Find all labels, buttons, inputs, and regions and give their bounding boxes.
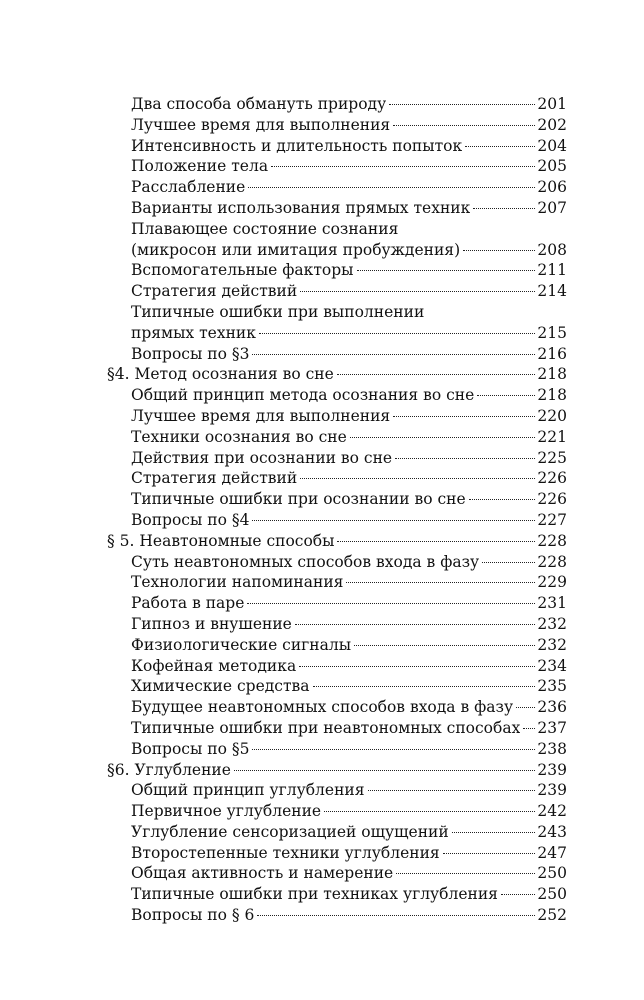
toc-entry-title: Типичные ошибки при техниках углубления: [131, 885, 498, 904]
toc-entry-title: Вопросы по §5: [131, 739, 250, 758]
toc-page-number: 232: [537, 635, 567, 654]
toc-entry-title: Положение тела: [131, 157, 269, 176]
toc-entry-title: Действия при осознании во сне: [131, 448, 393, 467]
toc-entry: [107, 635, 567, 656]
toc-page-number: 214: [537, 282, 567, 301]
toc-page-number: 218: [537, 386, 567, 405]
toc-entry: [107, 219, 567, 261]
toc-entry-title: Будущее неавтономных способов входа в фазу: [131, 698, 514, 717]
dot-leader: [357, 270, 536, 271]
toc-entry-title: Работа в паре: [131, 594, 245, 613]
toc-page-number: 228: [537, 531, 567, 550]
toc-entry-title: Суть неавтономных способов входа в фазу: [131, 552, 480, 571]
toc-entry: [107, 406, 567, 427]
toc-entry: [107, 593, 567, 614]
toc-page-number: 252: [537, 906, 567, 925]
dot-leader: [346, 582, 535, 583]
toc-page-number: 250: [537, 864, 567, 883]
toc-entry-line2: [131, 323, 567, 344]
toc-entry-line2: [131, 240, 567, 261]
toc-entry: [107, 801, 567, 822]
toc-entry-title: Два способа обмануть природу: [131, 95, 387, 113]
toc-entry-title: Физиологические сигналы: [131, 635, 352, 654]
dot-leader: [324, 811, 535, 812]
dot-leader: [257, 915, 535, 916]
dot-leader: [501, 894, 535, 895]
toc-entry-title: Общий принцип углубления: [131, 781, 365, 800]
dot-leader: [234, 770, 535, 771]
toc-entry: [107, 656, 567, 677]
toc-page-number: 216: [537, 344, 567, 363]
toc-entry: [107, 843, 567, 864]
toc-entry-title: Вопросы по §3: [131, 344, 250, 363]
toc-entry-title: Лучшее время для выполнения: [131, 115, 391, 134]
toc-entry: [107, 260, 567, 281]
dot-leader: [477, 395, 535, 396]
toc-page-number: 231: [537, 594, 567, 613]
toc-page-number: 202: [537, 115, 567, 134]
toc-page-number: 232: [537, 614, 567, 633]
dot-leader: [469, 499, 536, 500]
dot-leader: [482, 562, 535, 563]
toc-entry-title: Расслабление: [131, 178, 246, 197]
toc-page-number: 221: [537, 427, 567, 446]
toc-entry: [107, 177, 567, 198]
toc-entry: [107, 94, 567, 115]
toc-entry-title: Второстепенные техники углубления: [131, 843, 440, 862]
toc-entry: [107, 510, 567, 531]
toc-entry: [107, 905, 567, 926]
dot-leader: [252, 354, 535, 355]
toc-entry: [107, 718, 567, 739]
toc-entry: [107, 156, 567, 177]
toc-page-number: 236: [537, 698, 567, 717]
toc-page-number: 239: [537, 781, 567, 800]
toc-entry: [107, 676, 567, 697]
dot-leader: [452, 832, 536, 833]
toc-entry: [107, 448, 567, 469]
dot-leader: [393, 416, 535, 417]
toc-entry-title: Лучшее время для выполнения: [131, 406, 391, 425]
dot-leader: [271, 166, 535, 167]
toc-entry-title: Кофейная методика: [131, 656, 297, 675]
toc-entry-title: § 5. Неавтономные способы: [107, 531, 335, 550]
toc-entry: [107, 552, 567, 573]
toc-page-number: 218: [537, 365, 567, 384]
toc-entry: [107, 136, 567, 157]
toc-entry: [107, 427, 567, 448]
toc-entry: [107, 468, 567, 489]
toc-page-number: 247: [537, 843, 567, 862]
toc-section-entry: [107, 364, 567, 385]
toc-page-number: 234: [537, 656, 567, 675]
toc-entry-title-line2: (микросон или имитация пробуждения): [131, 240, 461, 259]
dot-leader: [300, 478, 535, 479]
dot-leader: [463, 250, 535, 251]
toc-entry: [107, 385, 567, 406]
toc-entry: [107, 198, 567, 219]
toc-entry: [107, 884, 567, 905]
toc-page-number: 220: [537, 406, 567, 425]
toc-page-number: 239: [537, 760, 567, 779]
toc-section-entry: [107, 760, 567, 781]
dot-leader: [465, 146, 535, 147]
dot-leader: [337, 374, 536, 375]
dot-leader: [389, 104, 535, 105]
dot-leader: [313, 686, 536, 687]
toc-entry: [107, 614, 567, 635]
toc-page-number: 204: [537, 136, 567, 155]
toc-entry-title: Варианты использования прямых техник: [131, 198, 471, 217]
dot-leader: [252, 749, 535, 750]
toc-entry: [107, 863, 567, 884]
toc-entry-title: Типичные ошибки при осознании во сне: [131, 490, 466, 509]
toc-page-number: 238: [537, 739, 567, 758]
toc-page-number: 235: [537, 677, 567, 696]
toc-entry: [107, 302, 567, 344]
toc-page-number: 237: [537, 718, 567, 737]
table-of-contents: [107, 94, 567, 926]
toc-entry-title: Вспомогательные факторы: [131, 261, 354, 280]
dot-leader: [300, 291, 535, 292]
toc-entry-title-line2: прямых техник: [131, 323, 256, 342]
dot-leader: [396, 873, 535, 874]
toc-page-number: 228: [537, 552, 567, 571]
dot-leader: [354, 645, 535, 646]
toc-entry-title: Технологии напоминания: [131, 573, 344, 592]
toc-page-number: 242: [537, 802, 567, 821]
dot-leader: [337, 541, 535, 542]
dot-leader: [252, 520, 535, 521]
dot-leader: [393, 125, 535, 126]
toc-entry: [107, 281, 567, 302]
dot-leader: [473, 208, 535, 209]
dot-leader: [350, 437, 536, 438]
toc-page-number: 225: [537, 448, 567, 467]
toc-entry: [107, 489, 567, 510]
toc-page-number: 227: [537, 510, 567, 529]
toc-entry: [107, 115, 567, 136]
toc-entry-title: Интенсивность и длительность попыток: [131, 136, 463, 155]
dot-leader: [443, 853, 536, 854]
toc-entry-title-line1: Плавающее состояние сознания: [131, 219, 399, 238]
toc-entry-title: Гипноз и внушение: [131, 614, 292, 633]
toc-entry-title: Вопросы по §4: [131, 510, 250, 529]
dot-leader: [523, 728, 535, 729]
toc-entry: [107, 780, 567, 801]
toc-entry-title: §4. Метод осознания во сне: [107, 365, 334, 384]
dot-leader: [248, 187, 535, 188]
toc-entry-title: §6. Углубление: [107, 760, 231, 779]
dot-leader: [516, 707, 535, 708]
dot-leader: [299, 666, 535, 667]
toc-entry: [107, 822, 567, 843]
dot-leader: [295, 624, 536, 625]
dot-leader: [395, 458, 535, 459]
toc-page-number: 205: [537, 157, 567, 176]
toc-entry-title: Первичное углубление: [131, 802, 322, 821]
toc-entry-title: Стратегия действий: [131, 282, 298, 301]
dot-leader: [368, 790, 536, 791]
toc-page-number: 211: [537, 261, 567, 280]
toc-section-entry: [107, 531, 567, 552]
toc-page-number: 208: [537, 240, 567, 259]
toc-entry-title: Общая активность и намерение: [131, 864, 394, 883]
toc-entry: [107, 344, 567, 365]
toc-entry: [107, 572, 567, 593]
toc-page-number: 206: [537, 178, 567, 197]
toc-entry: [107, 697, 567, 718]
toc-page-number: 229: [537, 573, 567, 592]
toc-page-number: 250: [537, 885, 567, 904]
toc-entry-title: Общий принцип метода осознания во сне: [131, 386, 475, 405]
toc-entry-title: Углубление сенсоризацией ощущений: [131, 822, 449, 841]
toc-entry-title: Химические средства: [131, 677, 310, 696]
toc-page-number: 201: [537, 95, 567, 113]
toc-page-number: 243: [537, 822, 567, 841]
toc-page-number: 226: [537, 469, 567, 488]
toc-entry: [107, 739, 567, 760]
toc-page-number: 226: [537, 490, 567, 509]
toc-page-number: 215: [537, 323, 567, 342]
toc-entry-title-line1: Типичные ошибки при выполнении: [131, 302, 425, 321]
toc-entry-title: Стратегия действий: [131, 469, 298, 488]
toc-entry-title: Типичные ошибки при неавтономных способах: [131, 718, 521, 737]
toc-page-number: 207: [537, 198, 567, 217]
dot-leader: [247, 603, 535, 604]
toc-entry-title: Техники осознания во сне: [131, 427, 347, 446]
dot-leader: [259, 333, 535, 334]
toc-entry-title: Вопросы по § 6: [131, 906, 255, 925]
